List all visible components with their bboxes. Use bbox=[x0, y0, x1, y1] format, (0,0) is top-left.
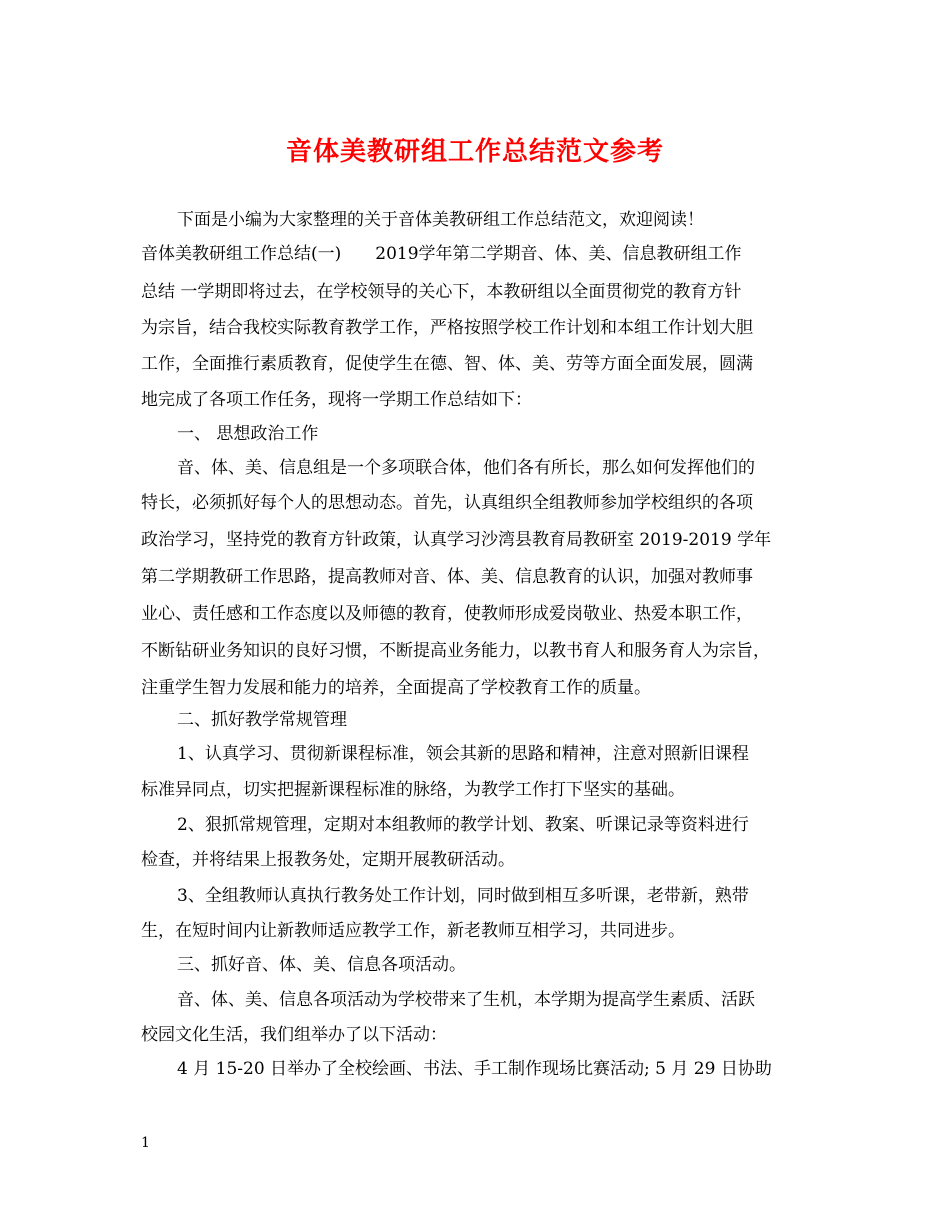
text-line: 标准异同点，切实把握新课程标准的脉络，为教学工作打下坚实的基础。 bbox=[141, 780, 685, 800]
text-line: 1、认真学习、贯彻新课程标准，领会其新的思路和精神，注意对照新旧课程 bbox=[177, 744, 749, 764]
section-heading: 三、抓好音、体、美、信息各项活动。 bbox=[177, 955, 466, 975]
text-line: 检查，并将结果上报教务处，定期开展教研活动。 bbox=[141, 850, 515, 870]
document-title: 音体美教研组工作总结范文参考 bbox=[285, 137, 664, 167]
text-line: 地完成了各项工作任务，现将一学期工作总结如下： bbox=[141, 390, 532, 410]
page-number: 1 bbox=[141, 1135, 150, 1151]
text-line: 总结 一学期即将过去，在学校领导的关心下，本教研组以全面贯彻党的教育方针 bbox=[141, 282, 742, 302]
text-line: 生，在短时间内让新教师适应教学工作，新老教师互相学习，共同进步。 bbox=[141, 921, 685, 941]
text-line: 不断钻研业务知识的良好习惯，不断提高业务能力，以教书育人和服务育人为宗旨， bbox=[141, 641, 770, 661]
text-line: 音、体、美、信息各项活动为学校带来了生机，本学期为提高学生素质、活跃 bbox=[177, 990, 755, 1010]
section-heading: 二、抓好教学常规管理 bbox=[177, 710, 347, 730]
text-line: 下面是小编为大家整理的关于音体美教研组工作总结范文，欢迎阅读！ bbox=[177, 210, 704, 230]
text-line: 音体美教研组工作总结(一) 2019学年第二学期音、体、美、信息教研组工作 bbox=[141, 244, 742, 264]
text-line: 2、狠抓常规管理，定期对本组教师的教学计划、教案、听课记录等资料进行 bbox=[177, 815, 749, 835]
text-line: 工作，全面推行素质教育，促使学生在德、智、体、美、劳等方面全面发展，圆满 bbox=[141, 354, 753, 374]
text-line: 第二学期教研工作思路，提高教师对音、体、美、信息教育的认识，加强对教师事 bbox=[141, 567, 753, 587]
text-line: 政治学习，坚持党的教育方针政策，认真学习沙湾县教育局教研室 2019-2019 学年 bbox=[141, 530, 772, 550]
text-line: 为宗旨，结合我校实际教育教学工作，严格按照学校工作计划和本组工作计划大胆 bbox=[141, 318, 753, 338]
text-line: 3、全组教师认真执行教务处工作计划，同时做到相互多听课，老带新，熟带 bbox=[177, 886, 749, 906]
text-line: 校园文化生活，我们组举办了以下活动： bbox=[141, 1025, 447, 1045]
text-line: 业心、责任感和工作态度以及师德的教育，使教师形成爱岗敬业、热爱本职工作， bbox=[141, 604, 753, 624]
text-line: 特长，必须抓好每个人的思想动态。首先，认真组织全组教师参加学校组织的各项 bbox=[141, 493, 753, 513]
text-line: 注重学生智力发展和能力的培养，全面提高了学校教育工作的质量。 bbox=[141, 678, 651, 698]
section-heading: 一、 思想政治工作 bbox=[177, 424, 319, 444]
text-line: 4 月 15-20 日举办了全校绘画、书法、手工制作现场比赛活动; 5 月 29 日协助 bbox=[177, 1059, 772, 1079]
text-line: 音、体、美、信息组是一个多项联合体，他们各有所长，那么如何发挥他们的 bbox=[177, 458, 755, 478]
